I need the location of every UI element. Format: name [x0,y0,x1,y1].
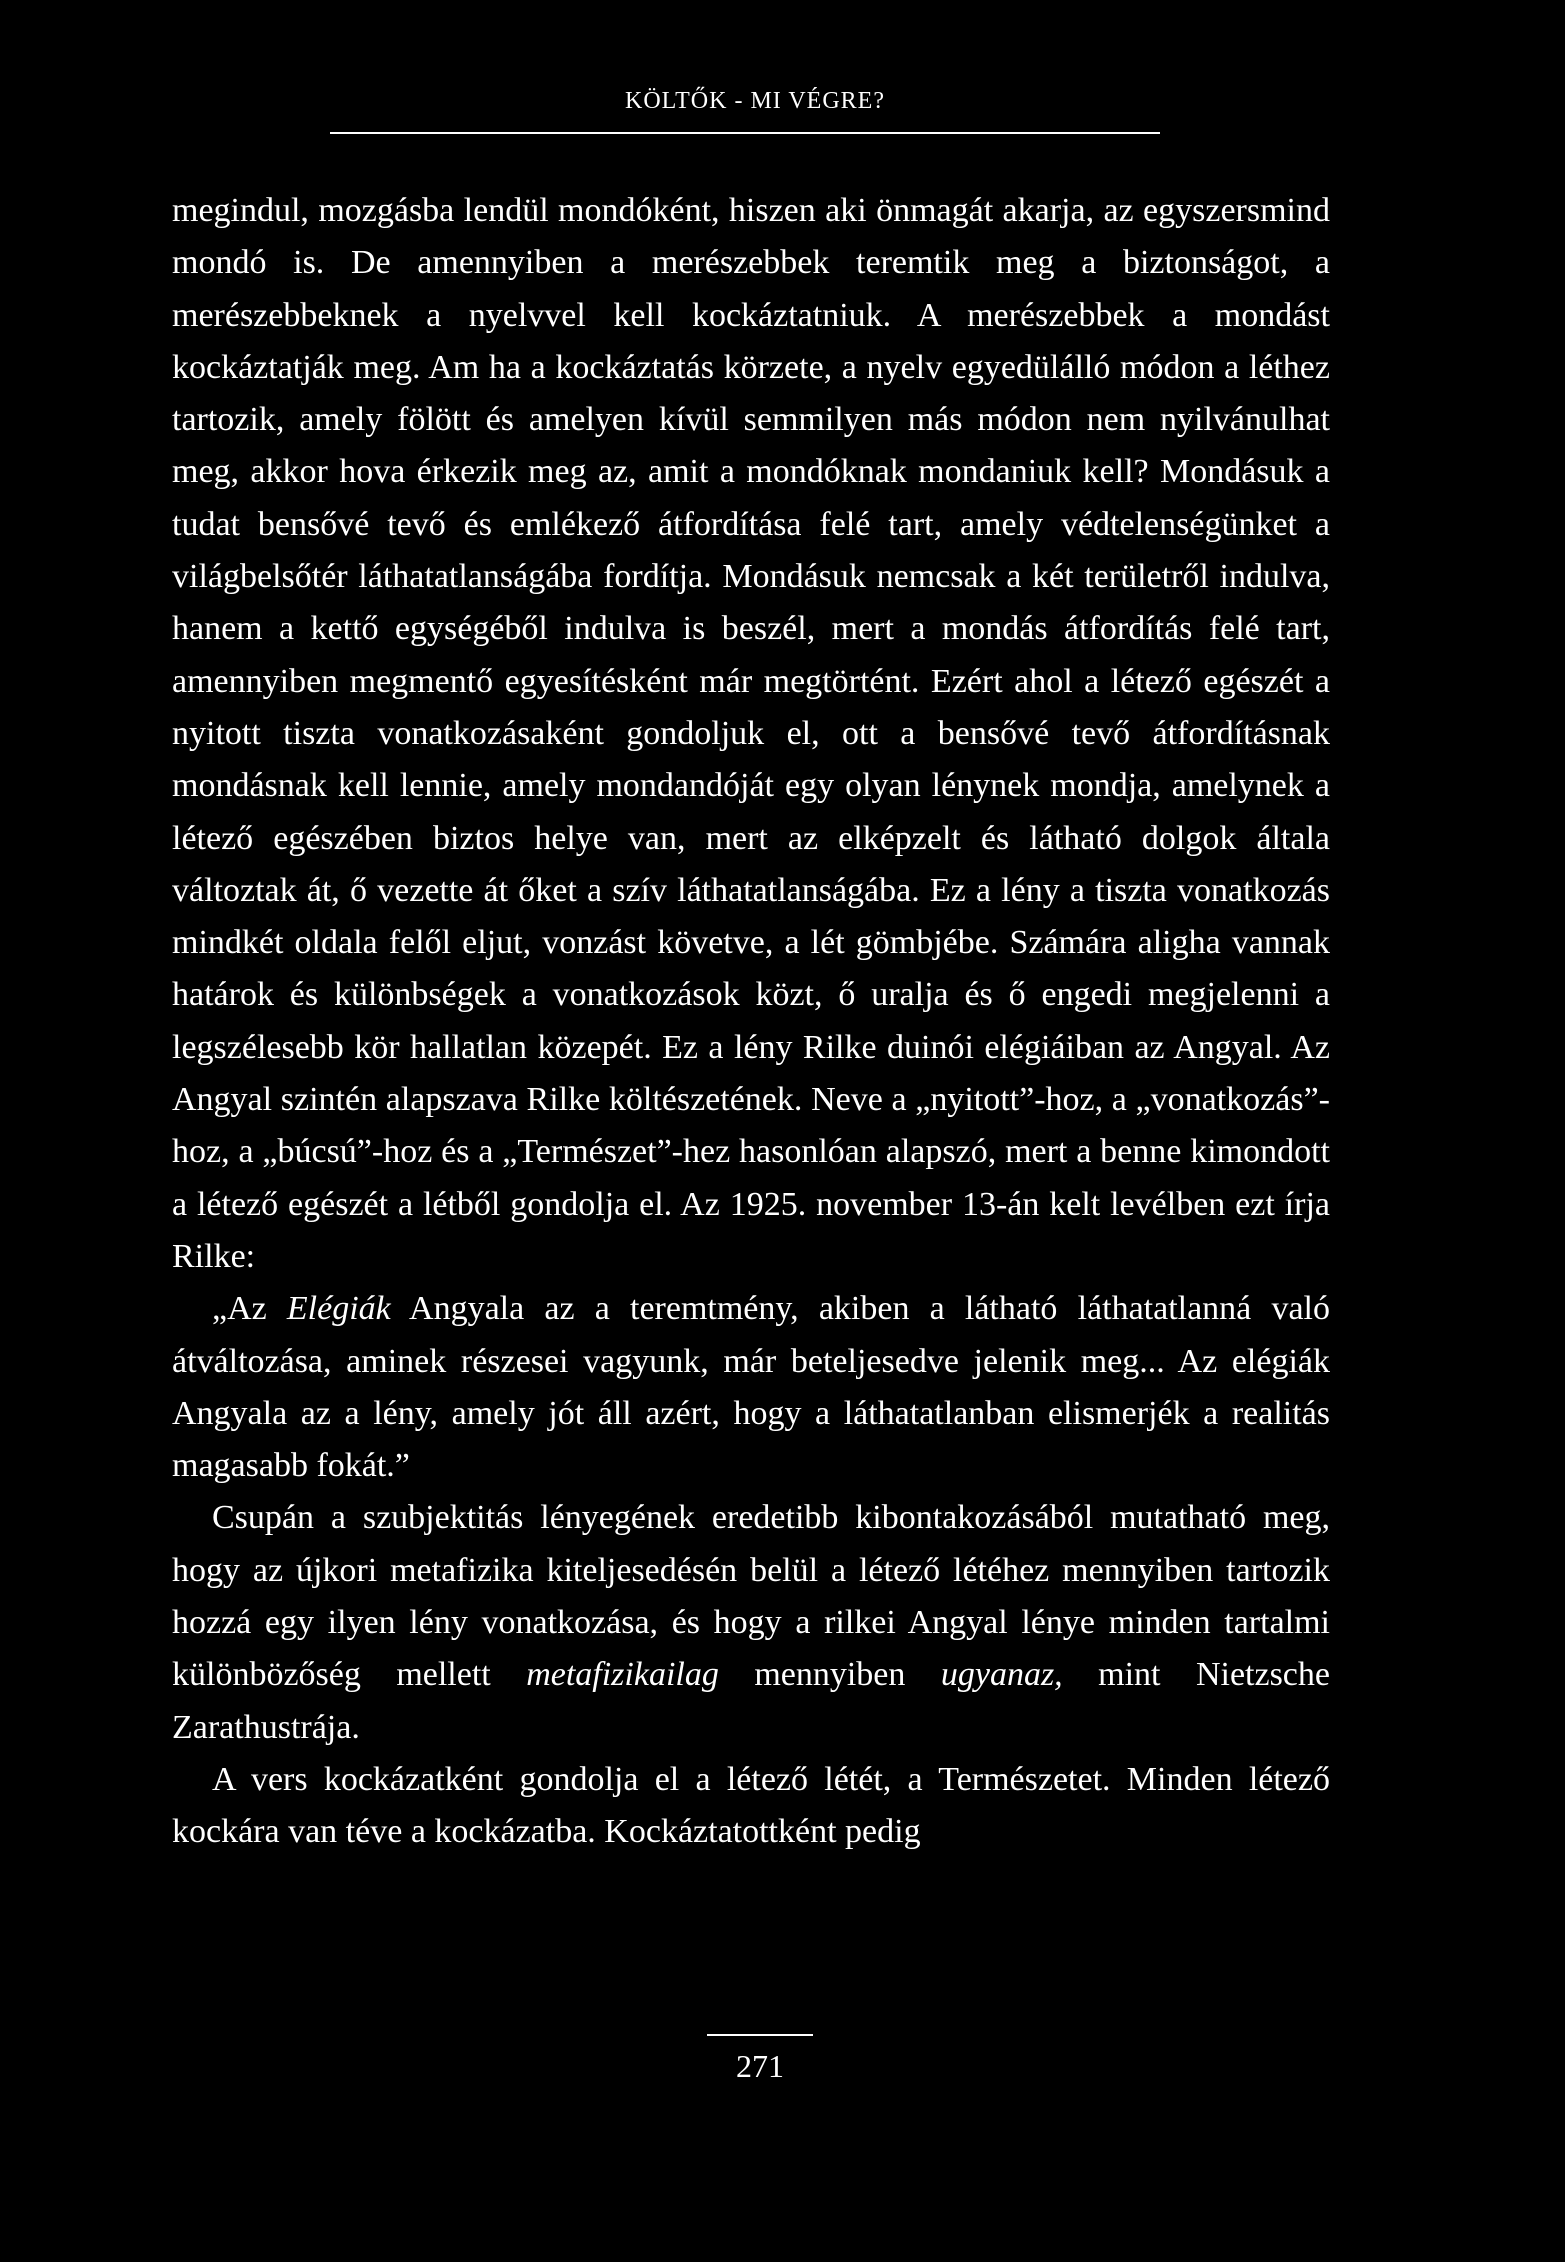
page-number: 271 [736,2048,784,2084]
paragraph-3-text-a: Csupán a szubjektitás lényegének eredetibb kibontakozásából mutatható meg, hogy az újkori metafizika kiteljesedésén belül a létező létéhez mennyiben tartozik hozzá egy ilyen lény vonatkozása, és hogy a rilkei Angyal lénye minden tartalmi különbözőség mellett [172,1499,1330,1694]
paragraph-3-italic-2: ugyanaz, [940,1656,1063,1694]
paragraph-4: A vers kockázatként gondolja el a létező létét, a Természetet. Minden létező kockára van téve a kockázatba. Kockáztatottként pedig [172,1760,1330,1851]
paragraph-3-italic-1: metafizikailag [526,1656,719,1694]
header-rule [330,132,1160,134]
rilke-quote [172,1283,1330,1492]
quote-italic-title: Elégiák [286,1290,391,1328]
page-body [172,185,1330,1859]
footer-rule [707,2034,813,2036]
quote-open: „Az [212,1290,287,1328]
paragraph-3-text-c: mint Nietzsche Zarathustrája. [172,1656,1330,1746]
quote-rest: Angyala az a teremtmény, akiben a látható láthatatlanná való átváltozása, aminek részesei vagyunk, már beteljesedve jelenik meg... Az elégiák Angyala az a lény, amely jót áll azért, hogy a láthatatlanban elismerjék a realitás magasabb fokát.” [172,1290,1330,1485]
paragraph-1: megindul, mozgásba lendül mondóként, hiszen aki önmagát akarja, az egyszersmind mondó is. De amennyiben a merészebbek teremtik meg a biztonságot, a merészebbeknek a nyelvvel kell kockáztatniuk. A merészebbek a mondást kockáztatják meg. Am ha a kockáztatás körzete, a nyelv egyedülálló módon a léthez tartozik, amely fölött és amelyen kívül semmilyen más módon nem nyilvánulhat meg, akkor hova érkezik meg az, amit a mondóknak mondaniuk kell? Mondásuk a tudat bensővé tevő és emlékező átfordítása felé tart, amely védtelenségünket a világbelsőtér láthatatlanságába fordítja. Mondásuk nemcsak a két területről indulva, hanem a kettő egységéből indulva is beszél, mert a mondás átfordítás felé tart, amennyiben megmentő egyesítésként már megtörtént. Ezért ahol a létező egészét a nyitott tiszta vonatkozásaként gondoljuk el, ott a bensővé tevő átfordításnak mondásnak kell lennie, amely mondandóját egy olyan lénynek mondja, amelynek a létező egészében biztos helye van, mert az elképzelt és látható dolgok általa változtak át, ő vezette át őket a szív láthatatlanságába. Ez a lény a tiszta vonatkozás mindkét oldala felől eljut, vonzást követve, a lét gömbjébe. Számára aligha vannak határok és különbségek a vonatkozások közt, ő uralja és ő engedi megjelenni a legszélesebb kör hallatlan közepét. Ez a lény Rilke duinói elégiáiban az Angyal. Az Angyal szintén alapszava Rilke költészetének. Neve a „nyitott”-hoz, a „vonatkozás”-hoz, a „búcsú”-hoz és a „Természet”-hez hasonlóan alapszó, mert a benne kimondott a létező egészét a létből gondolja el. Az 1925. november 13-án kelt levélben ezt írja Rilke: [172,192,1330,1275]
paragraph-3 [172,1492,1330,1753]
paragraph-3-text-b: mennyiben [718,1656,941,1694]
running-header: KÖLTŐK - MI VÉGRE? [625,88,885,114]
